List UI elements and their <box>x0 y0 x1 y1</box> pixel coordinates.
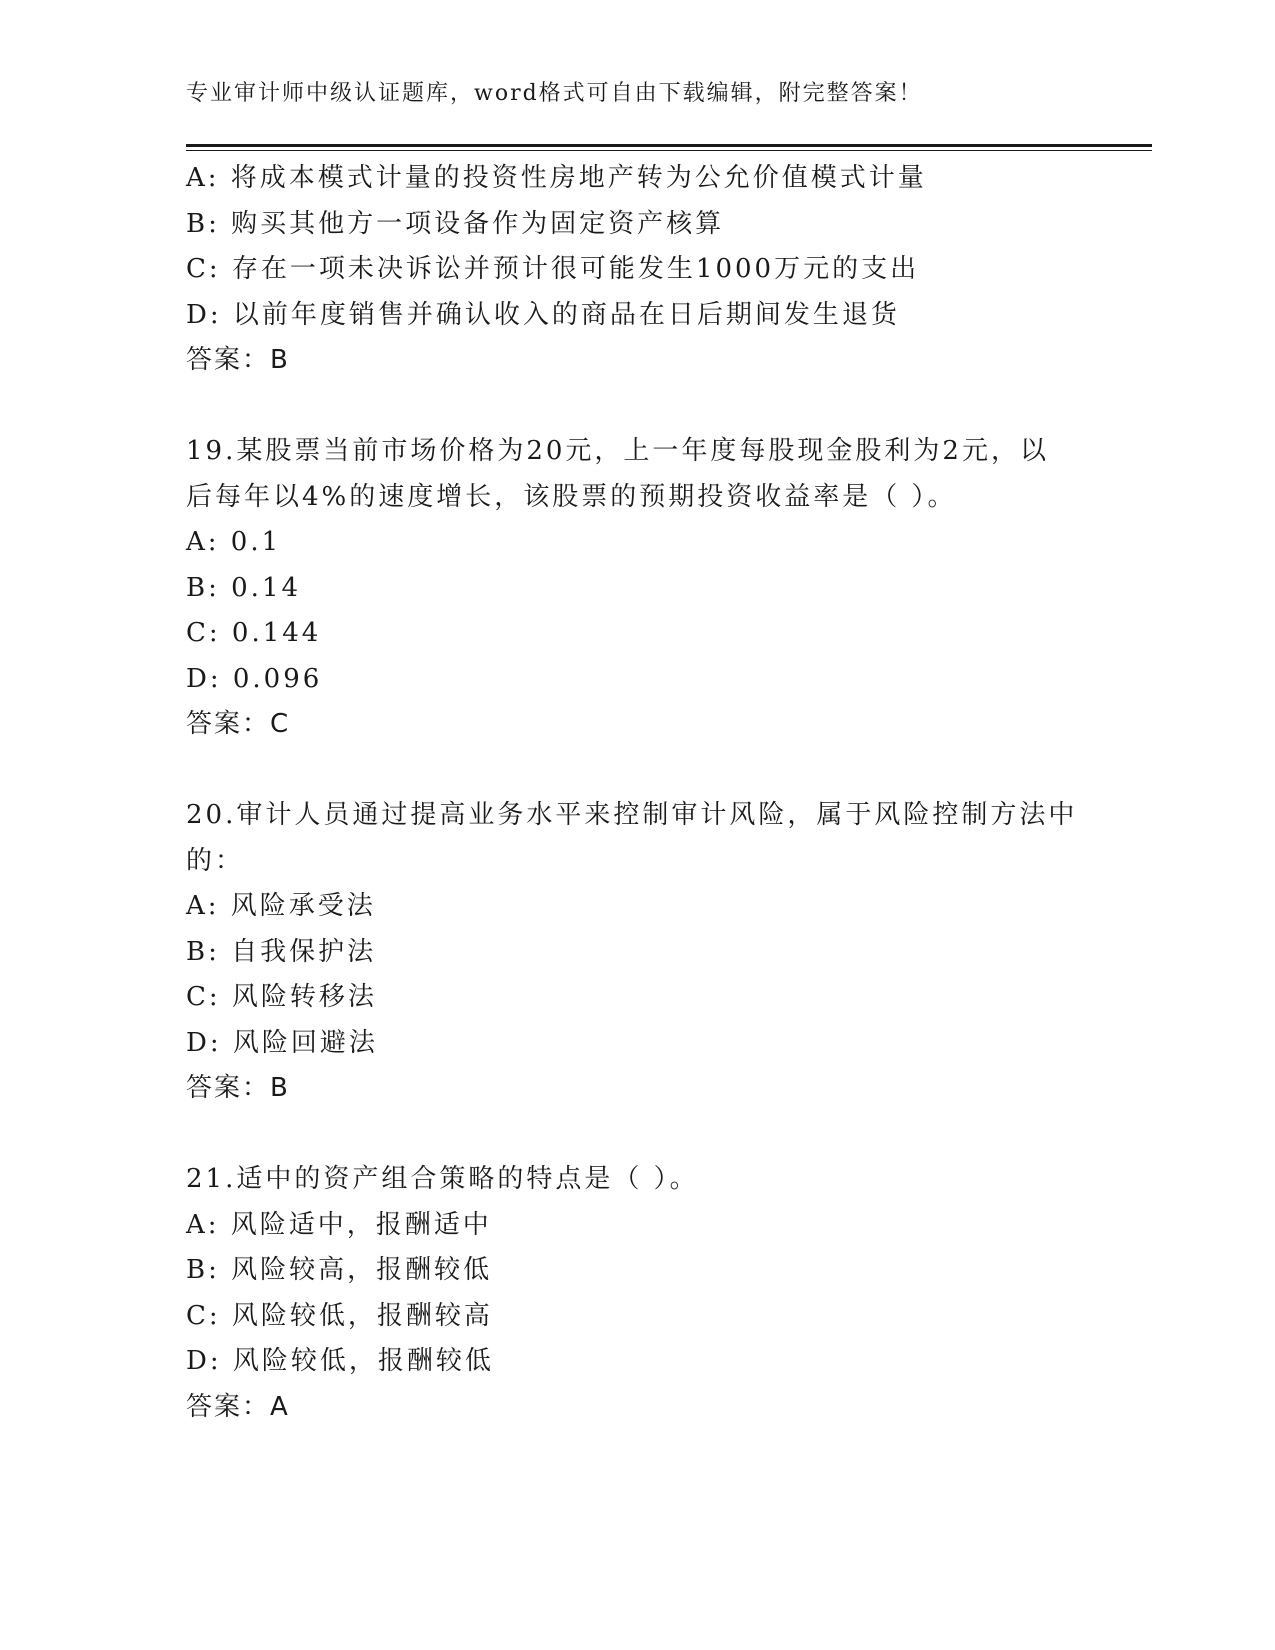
option-c: C: 0.144 <box>186 618 322 648</box>
spacer <box>186 1112 1086 1158</box>
answer-line: 答案：C <box>186 709 291 739</box>
option-b: B: 自我保护法 <box>186 936 377 967</box>
question-stem-line: 19.某股票当前市场价格为20元，上一年度每股现金股利为2元，以 <box>186 436 1049 466</box>
question-stem-line: 的： <box>186 845 245 876</box>
answer-line: 答案：A <box>186 1391 290 1422</box>
option-d: D: 风险较低，报酬较低 <box>186 1346 494 1376</box>
spacer <box>186 384 1086 430</box>
answer-line: 答案：B <box>186 345 290 375</box>
option-a: A: 风险承受法 <box>186 891 376 921</box>
page-header: 专业审计师中级认证题库，word格式可自由下载编辑，附完整答案！ <box>186 81 923 106</box>
spacer <box>186 748 1086 794</box>
question-18-block <box>186 156 1086 384</box>
option-c: C: 风险较低，报酬较高 <box>186 1300 493 1331</box>
option-a: A: 将成本模式计量的投资性房地产转为公允价值模式计量 <box>186 163 927 193</box>
question-20-block <box>186 793 1086 1112</box>
header-rule-thin <box>186 150 1152 151</box>
question-list <box>186 156 1086 1430</box>
answer-line: 答案：B <box>186 1073 290 1103</box>
option-a: A: 0.1 <box>186 527 282 557</box>
question-stem-line: 后每年以4%的速度增长，该股票的预期投资收益率是（ ）。 <box>186 481 957 512</box>
option-a: A: 风险适中，报酬适中 <box>186 1209 492 1240</box>
header-rule-thick <box>186 144 1152 147</box>
option-c: C: 存在一项未决诉讼并预计很可能发生1000万元的支出 <box>186 254 920 284</box>
question-21-block <box>186 1157 1086 1430</box>
option-d: D: 风险回避法 <box>186 1027 378 1058</box>
question-19-block <box>186 429 1086 748</box>
option-b: B: 0.14 <box>186 572 302 603</box>
option-b: B: 风险较高，报酬较低 <box>186 1255 493 1285</box>
option-d: D: 以前年度销售并确认收入的商品在日后期间发生退货 <box>186 299 900 330</box>
option-b: B: 购买其他方一项设备作为固定资产核算 <box>186 208 725 239</box>
option-d: D: 0.096 <box>186 663 323 694</box>
question-stem-line: 20.审计人员通过提高业务水平来控制审计风险，属于风险控制方法中 <box>186 800 1078 830</box>
question-stem-line: 21.适中的资产组合策略的特点是（ ）。 <box>186 1164 699 1194</box>
option-c: C: 风险转移法 <box>186 982 377 1012</box>
